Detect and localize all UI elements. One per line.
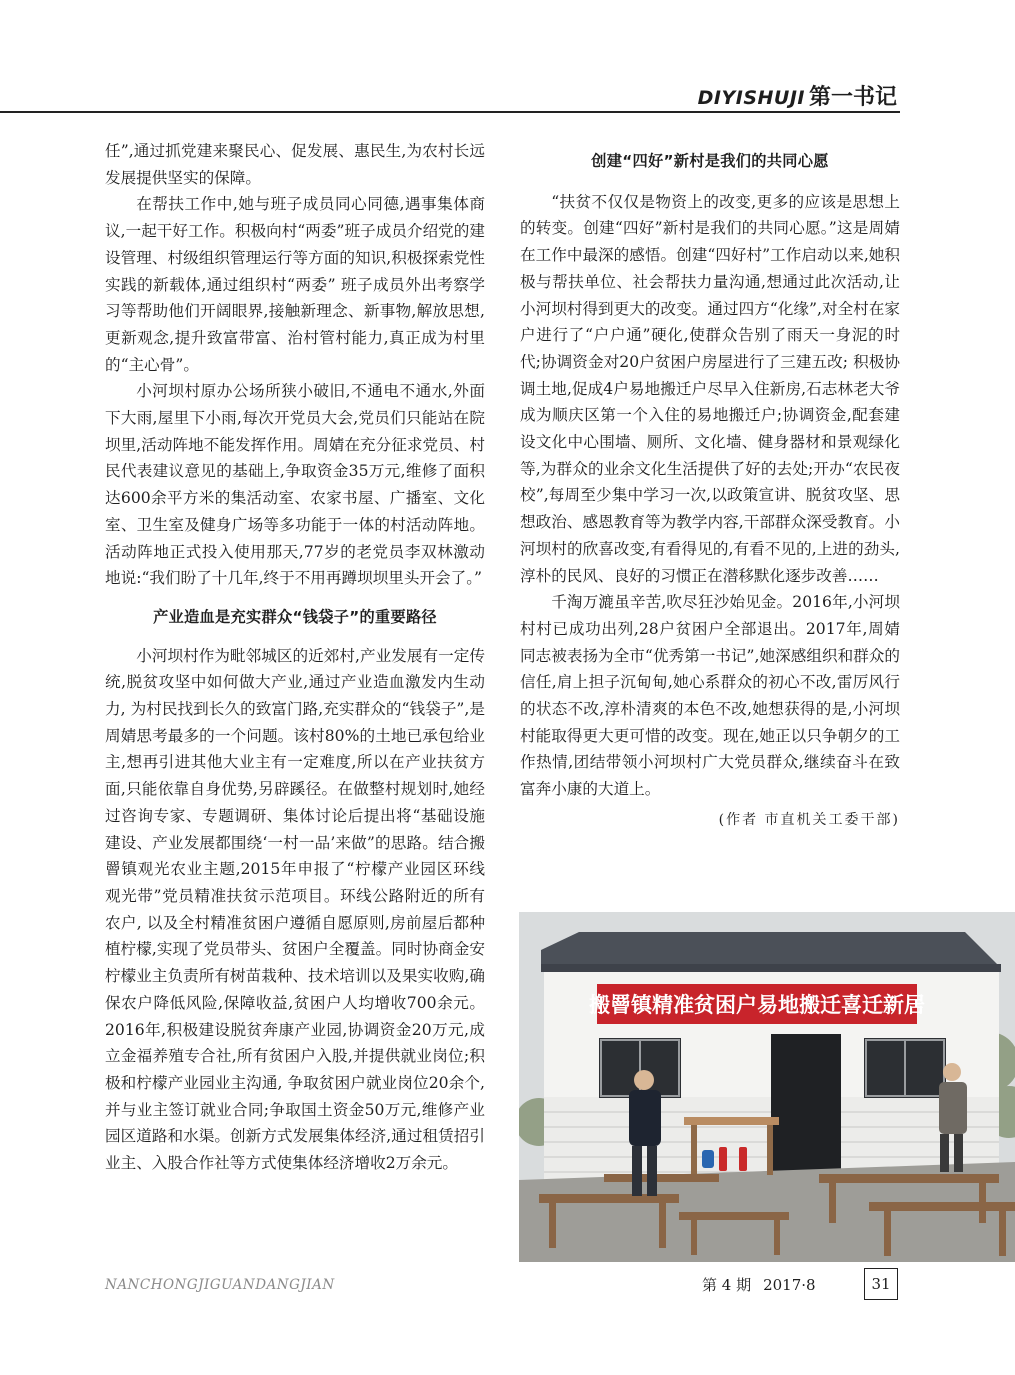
paragraph: 在帮扶工作中,她与班子成员同心同德,遇事集体商议,一起干好工作。积极向村“两委”班子成员介绍党的建设管理、村级组织管理运行等方面的知识,积极探索党性实践的新载体,通过组织村“两委” 班子成员外出考察学习等帮助他们开阔眼界,接触新理念、新事物,解放思想,更新观念,提升致富带富、治村管村能力,真正成为村里的“主心骨”。	[105, 195, 485, 374]
table	[684, 1117, 779, 1125]
right-column	[520, 138, 900, 834]
left-column	[105, 138, 485, 1177]
issue-info	[702, 1274, 816, 1295]
banner-text: 搬罾镇精准贫困户易地搬迁喜迁新居	[589, 993, 925, 1017]
author-byline: (作者 市直机关工委干部)	[718, 811, 900, 828]
magazine-name: NANCHONGJIGUANDANGJIAN	[105, 1277, 335, 1293]
paragraph: 小河坝村原办公场所狭小破旧,不通电不通水,外面下大雨,屋里下小雨,每次开党员大会,党员们只能站在院坝里,活动阵地不能发挥作用。周婧在充分征求党员、村民代表建议意见的基础上,争取资金35万元,维修了面积达600余平方米的集活动室、农家书屋、广播室、文化室、卫生室及健身广场等多功能于一体的村活动阵地。活动阵地正式投入使用那天,77岁的老党员李双林激动地说:“我们盼了十几年,终于不用再蹲坝坝里头开会了。”	[105, 382, 485, 588]
header-rule	[0, 111, 900, 113]
section-name-zh: 第一书记	[808, 85, 897, 110]
section-heading: 创建“四好”新村是我们的共同心愿	[591, 152, 829, 170]
section-brand	[698, 80, 897, 111]
relocation-house-photo	[519, 912, 1015, 1262]
paragraph: 小河坝村作为毗邻城区的近郊村,产业发展有一定传统,脱贫攻坚中如何做大产业,通过产业造血激发内生动力, 为村民找到长久的致富门路,充实群众的“钱袋子”,是周婧思考最多的一个问题。该村80%的土地已承包给业主,想再引进其他大业主有一定难度,所以在产业扶贫方面,只能依靠自身优势,另辟蹊径。在做整村规划时,她经过咨询专家、专题调研、集体讨论后提出将“基础设施建设、产业发展都围绕‘一村一品’来做”的思路。结合搬罾镇观光农业主题,2015年申报了“柠檬产业园区环线观光带”党员精准扶贫示范项目。环线公路附近的所有农户, 以及全村精准贫困户遵循自愿原则,房前屋后都种植柠檬,实现了党员带头、贫困户全覆盖。同时协商金安柠檬业主负责所有树苗栽种、技术培训以及果实收购,确保农户降低风险,保障收益,贫困户人均增收700余元。2016年,积极建设脱贫奔康产业园,协调资金20万元,成立金福养殖专合社,所有贫困户入股,并提供就业岗位;积极和柠檬产业园业主沟通, 争取贫困户就业岗位20余个,并与业主签订就业合同;争取国土资金50万元,维修产业园区道路和水渠。创新方式发展集体经济,通过租赁招引业主、入股合作社等方式使集体经济增收2万余元。	[105, 646, 485, 1173]
issue-date: 2017·8	[763, 1276, 816, 1294]
roof	[541, 932, 1001, 968]
door	[771, 1034, 841, 1180]
section-name-en: DIYISHUJI	[697, 87, 805, 109]
section-heading: 产业造血是充实群众“钱袋子”的重要路径	[153, 607, 437, 626]
issue-number: 第 4 期	[702, 1276, 752, 1294]
paragraph: 任”,通过抓党建来聚民心、促发展、惠民生,为农村长远发展提供坚实的保障。	[105, 142, 485, 187]
paragraph: “扶贫不仅仅是物资上的改变,更多的应该是思想上的转变。创建“四好”新村是我们的共同心愿。”这是周婧在工作中最深的感悟。创建“四好村”工作启动以来,她积极与帮扶单位、社会帮扶力量沟通,想通过此次活动,让小河坝村得到更大的改变。通过四方“化缘”,对全村在家户进行了“户户通”硬化,使群众告别了雨天一身泥的时代;协调资金对20户贫困户房屋进行了三建五改; 积极协调土地,促成4户易地搬迁户尽早入住新房,石志林老大爷成为顺庆区第一个入住的易地搬迁户;协调资金,配套建设文化中心围墙、厕所、文化墙、健身器材和景观绿化等,为群众的业余文化生活提供了好的去处;开办“农民夜校”,每周至少集中学习一次,以政策宣讲、脱贫攻坚、思想政治、感恩教育等为教学内容,干部群众深受教育。小河坝村的欣喜改变,有看得见的,有看不见的,上进的劲头,淳朴的民风、良好的习惯正在潜移默化逐步改善……	[520, 192, 900, 585]
paragraph: 千淘万漉虽辛苦,吹尽狂沙始见金。2016年,小河坝村村已成功出列,28户贫困户全部退出。2017年,周婧同志被表扬为全市“优秀第一书记”,她深感组织和群众的信任,肩上担子沉甸甸,她心系群众的初心不改,雷厉风行的状态不改,淳朴清爽的本色不改,她想获得的是,小河坝村能取得更大更可惜的改变。现在,她正以只争朝夕的工作热情,团结带领小河坝村广大党员群众,继续奋斗在致富奔小康的大道上。	[520, 593, 900, 799]
page-number: 31	[864, 1268, 898, 1300]
